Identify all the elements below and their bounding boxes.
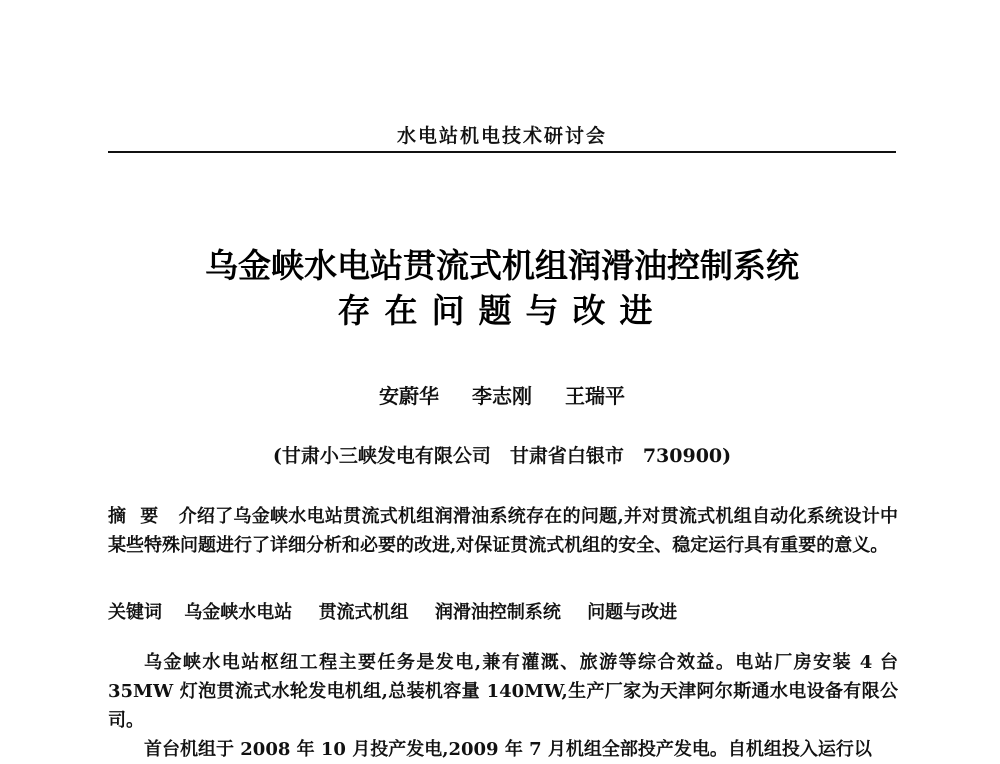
keyword-item: 润滑油控制系统 — [434, 602, 561, 623]
body-paragraph-2: 首台机组于 2008 年 10 月投产发电,2009 年 7 月机组全部投产发电。自机组投入运行以 — [144, 739, 872, 760]
header-rule — [108, 151, 896, 153]
keywords — [108, 598, 898, 624]
affiliation: (甘肃小三峡发电有限公司 甘肃省白银市 730900) — [272, 445, 732, 467]
keyword-item: 贯流式机组 — [318, 602, 409, 623]
author-name: 李志刚 — [472, 384, 532, 408]
author-list — [108, 380, 896, 409]
abstract-text: 介绍了乌金峡水电站贯流式机组润滑油系统存在的问题,并对贯流式机组自动化系统设计中某些特殊问题进行了详细分析和必要的改进,对保证贯流式机组的安全、稳定运行具有重要的意义。 — [108, 506, 899, 556]
author-name: 王瑞平 — [564, 384, 625, 408]
abstract — [108, 502, 898, 560]
author-name: 安蔚华 — [379, 384, 440, 408]
running-header: 水电站机电技术研讨会 — [396, 125, 607, 147]
keyword-item: 问题与改进 — [587, 602, 678, 623]
keyword-item: 乌金峡水电站 — [184, 602, 293, 623]
title-line-2: 存在问题与改进 — [337, 291, 667, 330]
body-text — [108, 648, 898, 764]
title-line-1: 乌金峡水电站贯流式机组润滑油控制系统 — [205, 246, 799, 285]
abstract-label: 摘要 — [108, 506, 173, 527]
keywords-label: 关键词 — [108, 602, 162, 623]
body-paragraph-1: 乌金峡水电站枢纽工程主要任务是发电,兼有灌溉、旅游等综合效益。电站厂房安装 4 台 35MW 灯泡贯流式水轮发电机组,总装机容量 140MW,生产厂家为天津阿尔斯通水电设备有限公司。 — [108, 652, 898, 731]
